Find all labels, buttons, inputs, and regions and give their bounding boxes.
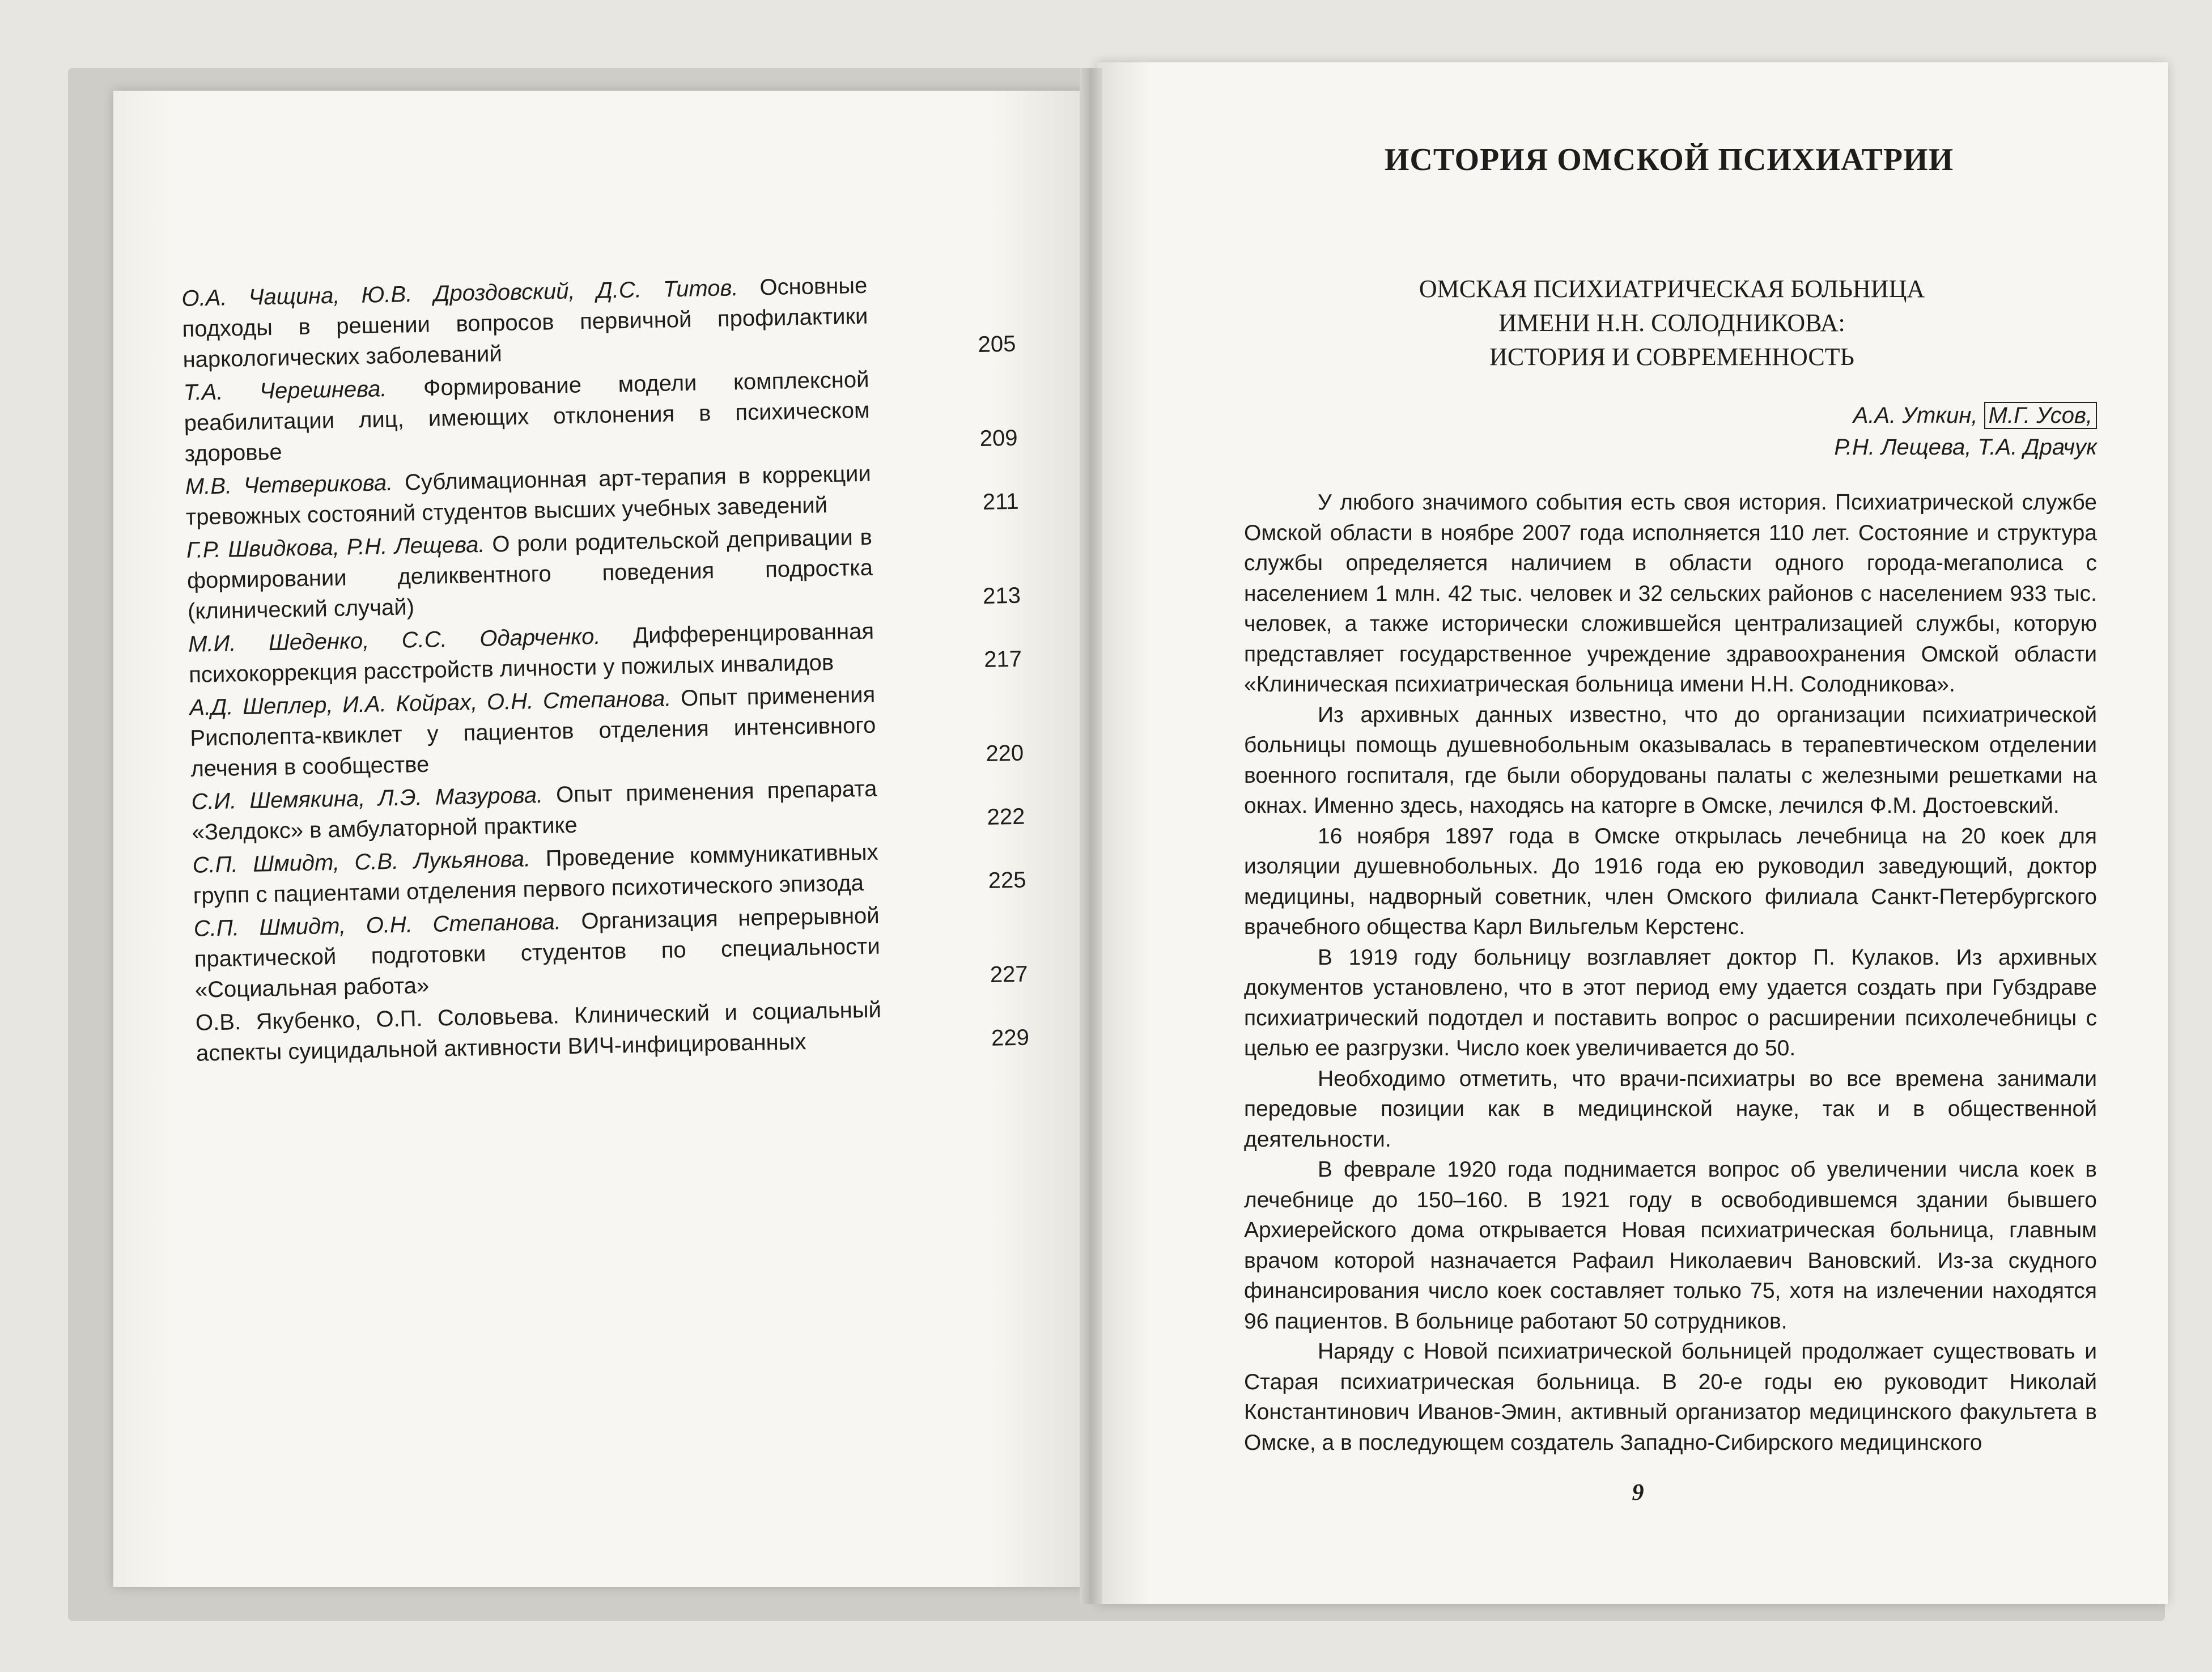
- article-title-line: ОМСКАЯ ПСИХИАТРИЧЕСКАЯ БОЛЬНИЦА: [1419, 275, 1925, 303]
- article-title-line: ИСТОРИЯ И СОВРЕМЕННОСТЬ: [1489, 343, 1854, 371]
- toc-authors: М.И. Шеденко, С.С. Одарченко.: [188, 623, 601, 657]
- toc-authors: Г.Р. Швидкова, Р.Н. Лещева.: [186, 532, 485, 563]
- toc-title: Организация непрерывной практической подготовки студентов по специальности «Социальная работа»: [194, 903, 881, 1003]
- article-title-line: ИМЕНИ Н.Н. СОЛОДНИКОВА:: [1498, 309, 1845, 337]
- toc-page-number: 229: [991, 1025, 1030, 1051]
- article-title: [1304, 272, 2040, 374]
- toc-page-number: 227: [990, 961, 1029, 987]
- toc-page-number: 217: [983, 646, 1022, 672]
- toc-page-number: 222: [987, 804, 1025, 830]
- page-number: 9: [1632, 1480, 1644, 1506]
- book-gutter: [1080, 68, 1102, 1604]
- toc-authors: А.Д. Шеплер, И.А. Койрах, О.Н. Степанова.: [189, 686, 672, 720]
- author-name: А.А. Уткин,: [1853, 403, 1978, 428]
- running-head: ИСТОРИЯ ОМСКОЙ ПСИХИАТРИИ: [1384, 142, 1954, 177]
- article-body: [1244, 487, 2097, 1458]
- toc-entry: [181, 268, 1016, 375]
- body-paragraph: В феврале 1920 года поднимается вопрос об увеличении числа коек в лечебнице до 150–160. В 1921 году в освободившемся здании бывшего Архиерейского дома открывается Новая психиатрическая больница, главным врачом которой назначается Рафаил Николаевич Вановский. Из-за скудного финансирования число коек составляет только 75, хотя на излечении находятся 96 пациентов. В больнице работают 50 сотрудников.: [1244, 1157, 2097, 1334]
- boxed-author-name: М.Г. Усов,: [1984, 402, 2097, 429]
- toc-title: Проведение коммуникативных групп с пациентами отделения первого психотического эпизода: [193, 839, 878, 909]
- table-of-contents: [181, 268, 1029, 1071]
- toc-page-number: 211: [982, 489, 1020, 515]
- body-paragraph: Необходимо отметить, что врачи-психиатры во все времена занимали передовые позиции как в медицинской науке, так и в общественной деятельности.: [1244, 1066, 2097, 1152]
- toc-title: О роли родительской депривации в формировании деликвентного поведения подростка (клинический случай): [186, 524, 873, 624]
- toc-page-number: 213: [982, 583, 1021, 609]
- article-authors: [1485, 400, 2097, 463]
- toc-title: Дифференцированная психокоррекция расстройств личности у пожилых инвалидов: [188, 618, 874, 688]
- toc-authors: М.В. Четверикова.: [185, 470, 393, 499]
- toc-entry: [196, 992, 1030, 1069]
- toc-title: Сублимационная арт-терапия в коррекции тревожных состояний студентов высших учебных заведений: [185, 461, 872, 530]
- author-names: Р.Н. Лещева, Т.А. Драчук: [1834, 435, 2097, 460]
- toc-authors: С.П. Шмидт, О.Н. Степанова.: [193, 909, 562, 941]
- toc-authors: О.В. Якубенко, О.П. Соловьева.: [195, 1003, 560, 1036]
- body-paragraph: Наряду с Новой психиатрической больницей продолжает существовать и Старая психиатрическая больница. В 20-е годы ею руководит Николай Константинович Иванов-Эмин, активный организатор медицинского факультета в Омске, а в последующем создатель Западно-Сибирского медицинского: [1244, 1339, 2097, 1455]
- toc-authors: О.А. Чащина, Ю.В. Дроздовский, Д.С. Титов.: [181, 275, 738, 311]
- toc-title: Опыт применения препарата «Зелдокс» в амбулаторной практике: [192, 776, 877, 845]
- body-paragraph: Из архивных данных известно, что до организации психиатрической больницы помощь душевнобольным оказывалась в терапевтическом отделении военного госпиталя, где были оборудованы палаты с железными решетками на окнах. Именно здесь, находясь на каторге в Омске, лечился Ф.М. Достоевский.: [1244, 702, 2097, 818]
- body-paragraph: 16 ноября 1897 года в Омске открылась лечебница на 20 коек для изоляции душевнобольных. До 1916 года ею руководил заведующий, доктор медицины, надворный советник, член Омского филиала Санкт-Петербургского врачебного общества Карл Вильгельм Керстенс.: [1244, 824, 2097, 939]
- toc-entry: [186, 519, 1021, 627]
- toc-entry: [189, 677, 1024, 784]
- toc-entry: [183, 362, 1018, 469]
- body-paragraph: В 1919 году больницу возглавляет доктор П. Кулаков. Из архивных документов установлено, что в этот период ему удается создать при Губздраве психиатрический подотдел и поставить вопрос о расширении психолечебницы с целью ее разгрузки. Число коек увеличивается до 50.: [1244, 945, 2097, 1060]
- toc-title: Основные подходы в решении вопросов первичной профилактики наркологических заболеваний: [182, 273, 868, 372]
- toc-entry: [193, 898, 1028, 1005]
- toc-title: Клинический и социальный аспекты суицидальной активности ВИЧ-инфицированных: [196, 997, 882, 1066]
- toc-page-number: 225: [988, 867, 1026, 893]
- toc-authors: Т.А. Черешнева.: [183, 376, 387, 405]
- toc-title: Опыт применения Рисполепта-квиклет у пациентов отделения интенсивного лечения в сообществе: [189, 682, 876, 782]
- toc-page-number: 209: [979, 425, 1018, 452]
- toc-page-number: 205: [978, 331, 1016, 358]
- body-paragraph: У любого значимого события есть своя история. Психиатрической службе Омской области в ноябре 2007 года исполняется 110 лет. Состояние и структура службы определяется наличием в области одного города-мегаполиса с населением 1 млн. 42 тыс. человек и 32 сельских районов с населением 933 тыс. человек, а также исторически сложившейся централизацией службы, которую представляет государственное учреждение здравоохранения Омской области «Клиническая психиатрическая больница имени Н.Н. Солодникова».: [1244, 490, 2097, 697]
- toc-authors: С.И. Шемякина, Л.Э. Мазурова.: [191, 782, 544, 814]
- toc-authors: С.П. Шмидт, С.В. Лукьянова.: [192, 846, 531, 878]
- toc-title: Формирование модели комплексной реабилитации лиц, имеющих отклонения в психическом здоровье: [184, 367, 870, 466]
- toc-page-number: 220: [986, 740, 1024, 766]
